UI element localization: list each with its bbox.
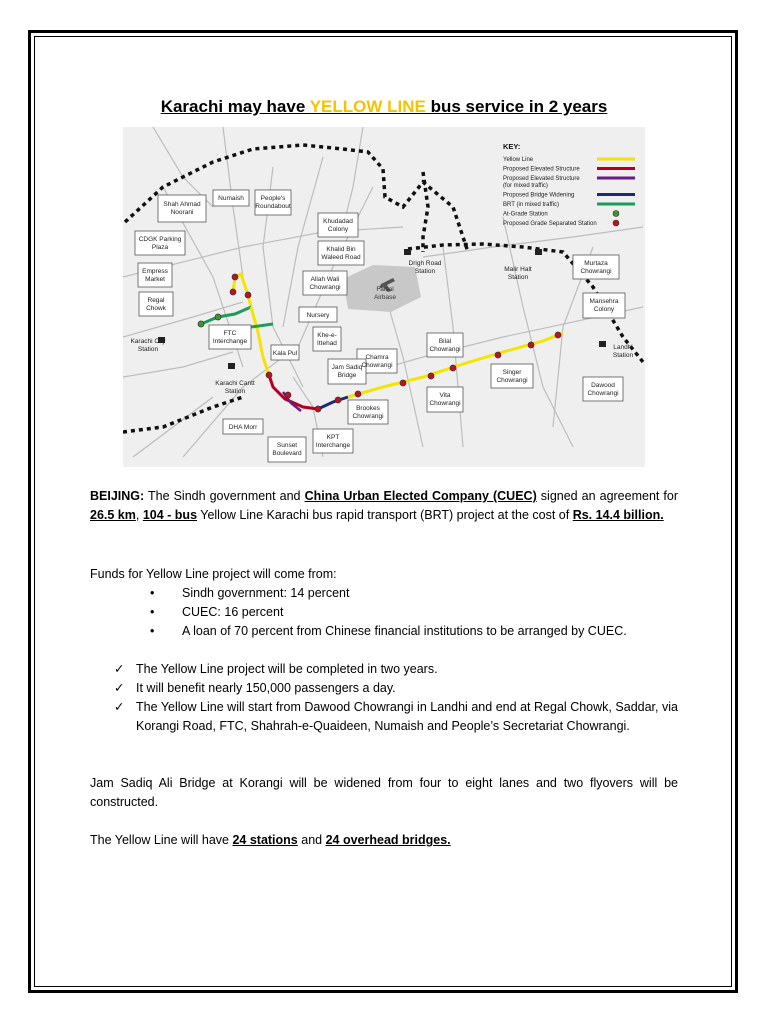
label-numaish: Numaish <box>218 195 244 202</box>
label-cdgk-1: CDGK Parking <box>138 236 182 243</box>
label-bilal-1: Bilal <box>438 338 452 345</box>
page-title <box>0 97 768 117</box>
stations-text-2: and <box>297 833 326 847</box>
key-item-label: (for mixed traffic) <box>503 183 548 189</box>
label-murtaza-2: Chowrangi <box>580 268 612 275</box>
fact-text: The Yellow Line project will be completed in two years. <box>136 662 438 676</box>
label-landhi-2: Station <box>612 352 634 359</box>
label-ftc-2: Interchange <box>212 338 248 345</box>
funds-list <box>90 584 678 641</box>
label-malir-1: Malir Halt <box>504 266 532 273</box>
station <box>215 314 221 320</box>
train-icon <box>599 341 606 347</box>
label-faisal-2: Airbase <box>373 294 397 301</box>
svg-text:BrookesChowrangi <box>352 405 383 420</box>
label-karachi-cantt-2: Station <box>224 388 246 395</box>
label-ftc-1: FTC <box>223 330 237 337</box>
label-khalid-2: Waleed Road <box>321 254 361 261</box>
key-item-label: Proposed Grade Separated Station <box>503 221 597 227</box>
label-brookes-2: Chowrangi <box>352 413 384 420</box>
route-map <box>123 127 645 467</box>
paragraph-stations <box>90 831 678 850</box>
label-empress-2: Market <box>145 276 165 283</box>
label-empress-1: Empress <box>142 268 168 275</box>
svg-text:FaisalAirbase <box>374 286 396 301</box>
label-landhi-1: Landhi <box>613 344 633 351</box>
label-nursery: Nursery <box>306 312 330 319</box>
title-highlight: YELLOW LINE <box>309 97 426 116</box>
intro-text-4: Yellow Line Karachi bus rapid transport (BRT) project at the cost of <box>197 508 573 522</box>
key-item-label: Proposed Bridge Widening <box>503 192 575 199</box>
svg-text:ChamraChowrangi <box>361 354 392 369</box>
station <box>400 380 406 386</box>
label-karachi-city-2: Station <box>137 346 159 353</box>
facts-list <box>90 660 678 736</box>
label-sunset-1: Sunset <box>276 442 298 449</box>
checkmark-icon: ✓ <box>114 681 125 695</box>
label-khe-2: Ittehad <box>317 340 337 347</box>
label-peoples-2: Roundabout <box>255 203 291 210</box>
station <box>335 397 341 403</box>
stations-text-1: The Yellow Line will have <box>90 833 233 847</box>
label-peoples-1: People's <box>260 195 286 202</box>
label-khe-1: Khe-e- <box>317 332 337 339</box>
station <box>315 406 321 412</box>
svg-text:Allah WaliChowrangi <box>309 276 340 291</box>
station <box>450 365 456 371</box>
label-dawood-1: Dawood <box>591 382 615 389</box>
label-chamra-1: Chamra <box>365 354 389 361</box>
label-mansehra-1: Mansehra <box>589 298 619 305</box>
key-station-swatch <box>613 211 619 217</box>
station <box>555 332 561 338</box>
list-item: • A loan of 70 percent from Chinese financial institutions to be arranged by CUEC. <box>150 622 678 641</box>
checkmark-icon: ✓ <box>114 700 125 714</box>
train-icon <box>535 249 542 255</box>
train-icon <box>228 363 235 369</box>
key-item-label: At-Grade Station <box>503 211 548 218</box>
intro-text-2: signed an agreement for <box>536 489 679 503</box>
key-item-label: Proposed Elevated Structure <box>503 176 580 182</box>
label-vita-1: Vita <box>439 392 451 399</box>
fact-text: It will benefit nearly 150,000 passengers a day. <box>136 681 396 695</box>
label-kala-pul: Kala Pul <box>272 350 298 357</box>
label-sunset-2: Boulevard <box>272 450 302 457</box>
label-allah-wali-2: Chowrangi <box>309 284 341 291</box>
svg-text:Khe-e-Ittehad <box>317 332 337 347</box>
svg-text:Khalid BinWaleed Road <box>321 246 361 261</box>
funds-intro: Funds for Yellow Line project will come from: <box>90 567 337 581</box>
label-regal-2: Chowk <box>146 305 166 312</box>
label-dha: DHA Morr <box>228 424 258 431</box>
station <box>355 391 361 397</box>
label-bilal-2: Chowrangi <box>429 346 461 353</box>
label-dawood-2: Chowrangi <box>587 390 619 397</box>
label-cdgk-2: Plaza <box>151 244 169 251</box>
project-cost: Rs. 14.4 billion. <box>572 508 664 522</box>
station <box>528 342 534 348</box>
paragraph-intro <box>90 487 678 525</box>
list-item <box>114 679 678 698</box>
label-malir-2: Station <box>507 274 529 281</box>
label-jam-sadiq-1: Jam Sadiq <box>331 364 363 371</box>
bridge-count: 24 overhead bridges. <box>325 833 451 847</box>
svg-text:Numaish <box>218 195 244 202</box>
bus-count: 104 - bus <box>142 508 198 522</box>
checkmark-icon: ✓ <box>114 662 125 676</box>
title-part2: bus service in 2 years <box>425 97 608 116</box>
key-item-label: BRT (in mixed traffic) <box>503 202 560 208</box>
label-karachi-cantt-1: Karachi Cantt <box>215 380 255 387</box>
label-khalid-1: Khalid Bin <box>326 246 356 253</box>
train-icon <box>404 249 411 255</box>
svg-text:Malir HaltStation <box>504 266 532 281</box>
station-count: 24 stations <box>232 833 298 847</box>
label-drigh-1: Drigh Road <box>408 260 442 267</box>
svg-text:RegalChowk <box>146 297 167 312</box>
label-murtaza-1: Murtaza <box>584 260 608 267</box>
key-items <box>503 157 635 227</box>
label-khudadad-1: Khudadad <box>323 218 353 225</box>
intro-text-3: , <box>135 508 143 522</box>
station <box>266 372 272 378</box>
route-length: 26.5 km <box>90 508 136 522</box>
svg-text:Kala Pul <box>273 350 298 357</box>
key-heading: KEY: <box>503 142 521 151</box>
svg-text:Karachi CityStation <box>130 338 166 353</box>
map-key <box>503 142 635 227</box>
label-karachi-city-1: Karachi City <box>130 338 166 345</box>
key-station-swatch <box>613 220 619 226</box>
station <box>198 321 204 327</box>
label-shah-ahmad-2: Noorani <box>170 209 194 216</box>
label-brookes-1: Brookes <box>356 405 380 412</box>
svg-text:Karachi CanttStation <box>215 380 255 395</box>
svg-text:Nursery <box>307 312 331 319</box>
key-item-label: Yellow Line <box>503 157 534 163</box>
label-shah-ahmad-1: Shah Ahmad <box>163 201 201 208</box>
dateline: BEIJING: <box>90 489 145 503</box>
label-kpt-1: KPT <box>326 434 340 441</box>
title-part1: Karachi may have <box>160 97 310 116</box>
station <box>245 292 251 298</box>
label-singer-1: Singer <box>502 369 522 376</box>
svg-text:DHA Morr <box>229 424 258 431</box>
label-chamra-2: Chowrangi <box>361 362 393 369</box>
list-item <box>114 698 678 736</box>
label-kpt-2: Interchange <box>315 442 351 449</box>
station <box>285 392 291 398</box>
label-khudadad-2: Colony <box>327 226 349 233</box>
label-drigh-2: Station <box>414 268 436 275</box>
paragraph-bridge: Jam Sadiq Ali Bridge at Korangi will be widened from four to eight lanes and two flyovers will be constructed. <box>90 776 678 809</box>
svg-text:EmpressMarket <box>142 268 168 283</box>
intro-text-1: The Sindh government and <box>144 489 305 503</box>
route-map-svg <box>123 127 645 467</box>
station <box>230 289 236 295</box>
list-item <box>114 660 678 679</box>
label-mansehra-2: Colony <box>593 306 615 313</box>
label-jam-sadiq-2: Bridge <box>337 372 357 379</box>
list-item: • Sindh government: 14 percent <box>150 584 678 603</box>
fact-text: The Yellow Line will start from Dawood Chowrangi in Landhi and end at Regal Chowk, Saddar, via Korangi Road, FTC, Shahrah-e-Quaideen, Numaish and People’s Secretariat Chowrangi. <box>136 700 678 733</box>
label-faisal-1: Faisal <box>376 286 394 293</box>
company-name: China Urban Elected Company (CUEC) <box>304 489 537 503</box>
svg-text:MurtazaChowrangi <box>580 260 611 275</box>
svg-text:DawoodChowrangi <box>587 382 618 397</box>
label-regal-1: Regal <box>147 297 165 304</box>
station <box>495 352 501 358</box>
station <box>232 274 238 280</box>
svg-text:LandhiStation <box>613 344 634 359</box>
label-allah-wali-1: Allah Wali <box>310 276 340 283</box>
key-item-label: Proposed Elevated Structure <box>503 166 580 173</box>
label-singer-2: Chowrangi <box>496 377 528 384</box>
label-vita-2: Chowrangi <box>429 400 461 407</box>
list-item: • CUEC: 16 percent <box>150 603 678 622</box>
station <box>428 373 434 379</box>
